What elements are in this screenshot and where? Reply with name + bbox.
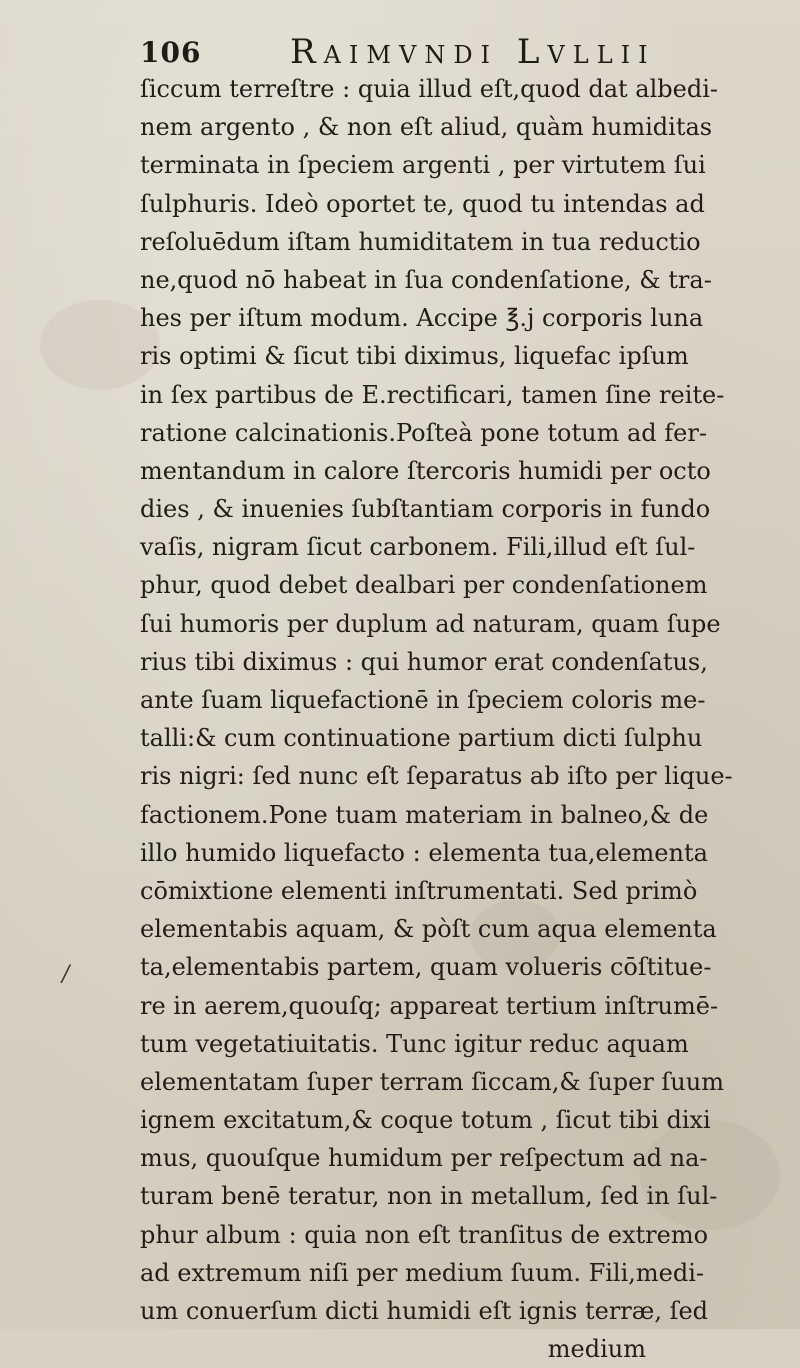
text-line: nem argento , & non eſt aliud, quàm humiditas — [140, 113, 713, 142]
text-line: ne,quod nō habeat in ſua condenſatione, & tra- — [140, 265, 712, 294]
text-line: rius tibi diximus : qui humor erat condenſatus, — [140, 647, 708, 676]
text-line: mus, quouſque humidum per reſpectum ad na- — [140, 1144, 708, 1173]
text-line: mentandum in calore ſtercoris humidi per octo — [140, 456, 711, 485]
text-line: vaſis, nigram ſicut carbonem. Fili,illud eſt ſul- — [140, 533, 696, 562]
text-line: tum vegetatiuitatis. Tunc igitur reduc aquam — [140, 1029, 689, 1058]
catchword: medium — [547, 1335, 646, 1364]
text-line: ad extremum niſi per medium ſuum. Fili,medi- — [140, 1258, 705, 1287]
text-line: cōmixtione elementi inſtrumentati. Sed primò — [140, 876, 698, 905]
text-line: ris nigri: ſed nunc eſt ſeparatus ab iſto per lique- — [140, 762, 733, 791]
page-number: 106 — [140, 36, 202, 69]
text-line: elementatam ſuper terram ſiccam,& ſuper ſuum — [140, 1067, 724, 1096]
paper-stain — [640, 1120, 780, 1230]
text-line: in ſex partibus de E.rectificari, tamen ſine reite- — [140, 380, 725, 409]
margin-mark: / — [62, 962, 70, 987]
text-line: hes per iſtum modum. Accipe ℥.j corporis luna — [140, 304, 704, 333]
text-line: illo humido liquefacto : elementa tua,elementa — [140, 838, 708, 867]
text-line: phur album : quia non eſt tranſitus de extremo — [140, 1220, 709, 1249]
text-line: ris optimi & ſicut tibi diximus, liquefac ipſum — [140, 342, 689, 371]
text-line: elementabis aquam, & pòſt cum aqua elementa — [140, 915, 717, 944]
text-line: ſiccum terreſtre : quia illud eſt,quod dat albedi- — [140, 75, 719, 103]
text-line: reſoluēdum iſtam humiditatem in tua reductio — [140, 227, 701, 256]
text-line: dies , & inuenies ſubſtantiam corporis in fundo — [140, 495, 711, 524]
text-line: re in aerem,quouſq; appareat tertium inſtrumē- — [140, 991, 719, 1020]
body-text — [140, 70, 733, 1368]
text-line: ante ſuam liquefactionē in ſpeciem coloris me- — [140, 686, 706, 714]
text-line: ignem excitatum,& coque totum , ſicut tibi dixi — [140, 1106, 711, 1135]
text-line: terminata in ſpeciem argenti , per virtutem ſui — [140, 151, 706, 180]
text-line: ſulphuris. Ideò oportet te, quod tu intendas ad — [140, 189, 705, 218]
text-line: factionem.Pone tuam materiam in balneo,& de — [140, 800, 709, 829]
text-line: talli:& cum continuatione partium dicti ſulphu — [140, 724, 703, 753]
text-line: ſui humoris per duplum ad naturam, quam ſupe — [140, 609, 721, 638]
page-header — [140, 32, 660, 72]
text-line: ratione calcinationis.Poſteà pone totum ad fer- — [140, 418, 707, 447]
running-head: Raimvndi Lvllii — [290, 32, 656, 72]
text-line: um conuerſum dicti humidi eſt ignis terræ, ſed — [140, 1297, 709, 1325]
text-line: ta,elementabis partem, quam volueris cōſtitue- — [140, 953, 712, 982]
text-line: turam benē teratur, non in metallum, ſed in ſul- — [140, 1182, 718, 1211]
text-line: phur, quod debet dealbari per condenſationem — [140, 571, 708, 600]
